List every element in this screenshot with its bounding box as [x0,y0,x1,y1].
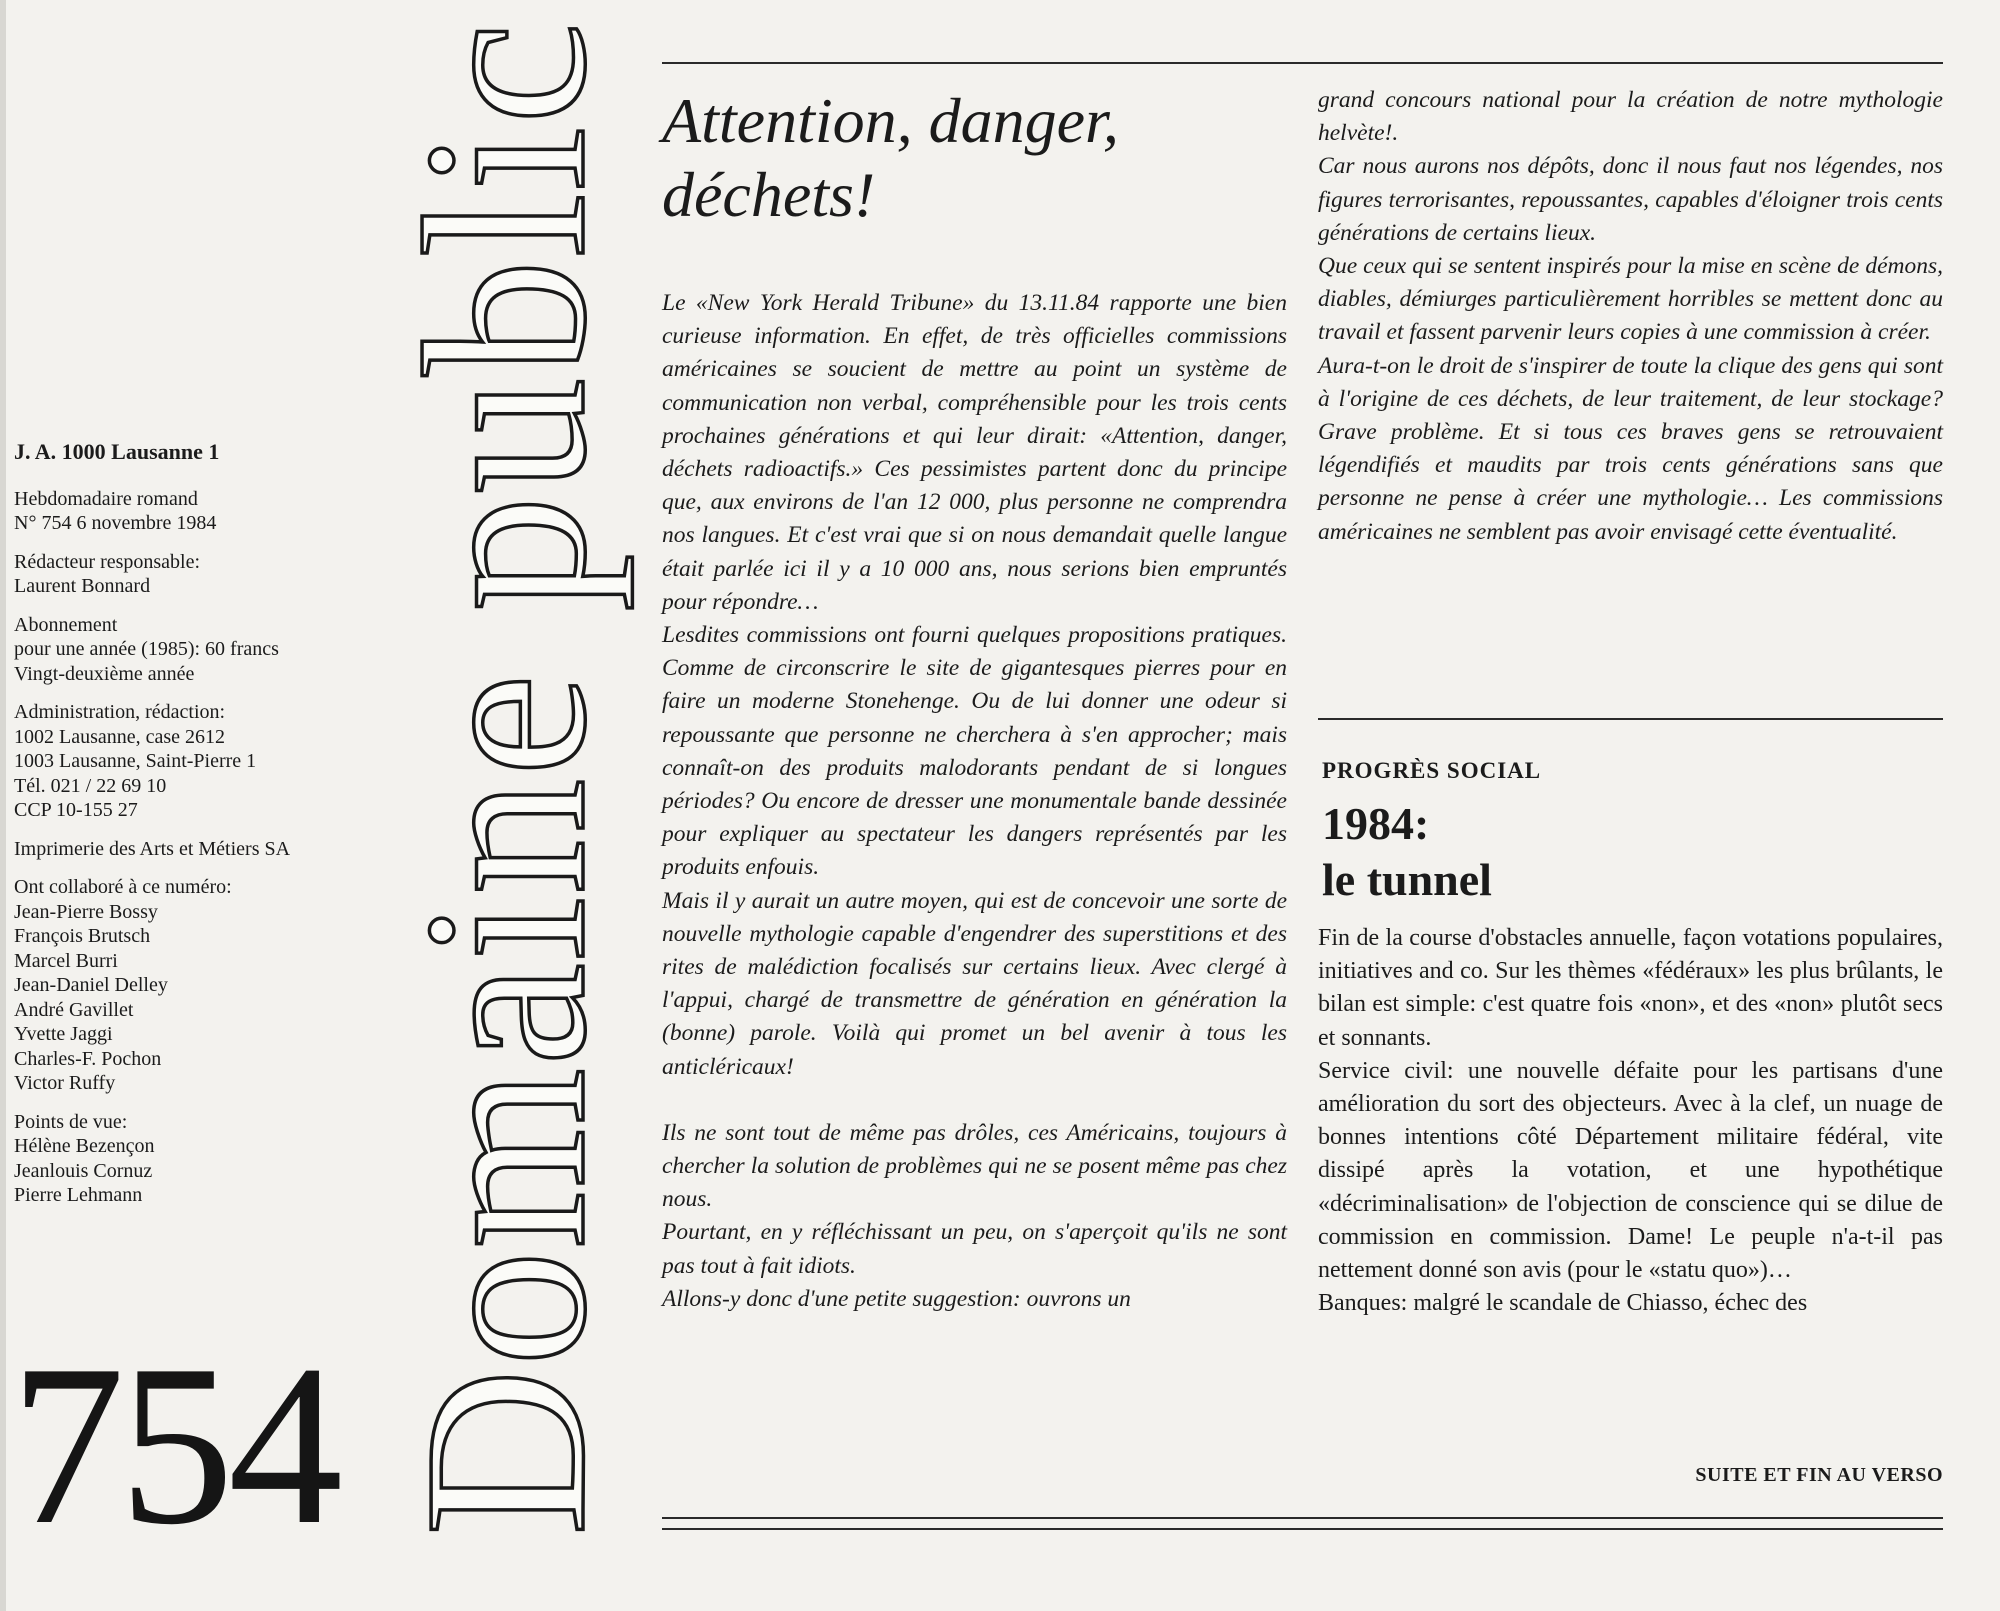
second-article-title [1322,796,1492,908]
colophon-line: Jean-Pierre Bossy [14,900,158,923]
colophon-line: Yvette Jaggi [14,1023,113,1045]
bottom-rule [662,1517,1943,1519]
colophon-line: Abonnement [14,613,118,636]
colophon-line: Jeanlouis Cornuz [14,1159,153,1182]
article-body [662,287,1287,1316]
colophon-line: 1002 Lausanne, case 2612 [14,725,226,748]
colophon-line: Tél. 021 / 22 69 10 [14,774,167,797]
paragraph: Ils ne sont tout de même pas drôles, ces Américains, toujours à chercher la solution de problèmes qui ne se posent même pas chez nous. [662,1119,1287,1213]
colophon-line: Victor Ruffy [14,1072,116,1094]
paragraph: Service civil: une nouvelle défaite pour les partisans d'une amélioration du sort des objecteurs. Avec à la clef, un nuage de bonnes intentions côté Département militaire fédéral, vite dissipé après la votation, et une hypothétique «décriminalisation» de l'objection de conscience qui se dilue de commission en commission. Dame! Le peuple n'a-t-il pas nettement donné son avis (pour le «statu quo»)… [1318,1057,1943,1284]
title-line: déchets! [662,159,876,230]
colophon-line: Points de vue: [14,1110,128,1133]
paragraph: Pourtant, en y réfléchissant un peu, on s'aperçoit qu'ils ne sont pas tout à fait idiots. [662,1219,1287,1279]
issue-number: 754 [10,1317,337,1572]
publication-info [14,487,374,536]
colophon-line: Marcel Burri [14,949,118,972]
colophon-line: Laurent Bonnard [14,575,151,597]
colophon-line: CCP 10-155 27 [14,799,138,821]
continued-notice: SUITE ET FIN AU VERSO [1695,1464,1943,1486]
postal-code-line: J. A. 1000 Lausanne 1 [14,439,220,464]
colophon [14,440,374,1222]
printer-info [14,837,374,862]
colophon-line: Jean-Daniel Delley [14,974,168,996]
article-title [662,84,1282,232]
colophon-line: N° 754 6 novembre 1984 [14,512,217,534]
paragraph: Banques: malgré le scandale de Chiasso, échec des [1318,1290,1808,1317]
paragraph: Allons-y donc d'une petite suggestion: ouvrons un [662,1285,1131,1312]
colophon-line: André Gavillet [14,998,134,1021]
contributors [14,875,374,1096]
editor-info [14,550,374,599]
colophon-line: Hebdomadaire romand [14,487,198,510]
second-article-body [1318,922,1943,1320]
section-rule [1318,718,1943,720]
colophon-line: 1003 Lausanne, Saint-Pierre 1 [14,750,257,772]
masthead-logo: Domaine public [377,19,634,1536]
top-rule [662,62,1943,64]
colophon-line: Vingt-deuxième année [14,662,195,685]
colophon-line: Ont collaboré à ce numéro: [14,876,232,898]
colophon-line: Rédacteur responsable: [14,550,201,573]
colophon-line: Administration, rédaction: [14,701,226,723]
article-continuation [1318,84,1943,549]
title-line: 1984: [1322,798,1430,849]
paragraph: grand concours national pour la création de notre mythologie helvète!. [1318,87,1943,147]
subscription-info [14,613,374,687]
page-edge [0,0,6,1611]
colophon-line: pour une année (1985): 60 francs [14,638,279,660]
points-of-view [14,1110,374,1208]
paragraph: Mais il y aurait un autre moyen, qui est de concevoir une sorte de nouvelle mythologie capable d'engendrer des superstitions et des rites de malédiction focalisés sur certains lieux. Avec clergé à l'appui, chargé de transmettre de génération en génération la (bonne) parole. Voilà qui promet un bel avenir à tous les anticléricaux! [662,887,1287,1080]
paragraph: Aura-t-on le droit de s'inspirer de toute la clique des gens qui sont à l'origine de ces déchets, de leur traitement, de leur stockage? Grave problème. Et si tous ces braves gens se retrouvaient légendifiés et maudits par trois cents générations sans que personne ne pense à créer une mythologie… Les commissions américaines ne semblent pas avoir envisagé cette éventualité. [1318,352,1943,545]
section-kicker: PROGRÈS SOCIAL [1322,758,1542,783]
paragraph: Fin de la course d'obstacles annuelle, façon votations populaires, initiatives and co. Sur les thèmes «fédéraux» les plus brûlants, le bilan est simple: c'est quatre fois «non», et des «non» plutôt secs et sonnants. [1318,925,1943,1051]
colophon-line: Hélène Bezençon [14,1135,155,1157]
paragraph: Car nous aurons nos dépôts, donc il nous faut nos légendes, nos figures terrorisantes, repoussantes, capables d'éloigner trois cents générations de certains lieux. [1318,153,1943,246]
paragraph: Le «New York Herald Tribune» du 13.11.84 rapporte une bien curieuse information. En effet, de très officielles commissions américaines se soucient de mettre au point un système de communication non verbal, compréhensible pour les trois cents prochaines générations et qui leur dirait: «Attention, danger, déchets radioactifs.» Ces pessimistes partent donc du principe que, aux environs de l'an 12 000, plus personne ne comprendra nos langues. Et c'est vrai que si on nous demandait quelle langue était parlée ici il y a 10 000 ans, nous serions bien empruntés pour répondre… [662,290,1287,615]
colophon-line: François Brutsch [14,925,151,947]
bottom-rule-secondary [662,1528,1943,1530]
administration-info [14,700,374,823]
paragraph: Lesdites commissions ont fourni quelques propositions pratiques. Comme de circonscrire le site de gigantesques pierres pour en faire un moderne Stonehenge. Ou de lui donner une odeur si repoussante que personne ne cherchera à s'en approcher; mais connaît-on des produits malodorants pendant de si longues périodes? Ou encore de dresser une monumentale bande dessinée pour expliquer au spectateur les dangers représentés par les produits enfouis. [662,622,1287,881]
colophon-line: Charles-F. Pochon [14,1047,162,1070]
colophon-line: Pierre Lehmann [14,1184,143,1206]
title-line: le tunnel [1322,854,1492,905]
paragraph: Que ceux qui se sentent inspirés pour la mise en scène de démons, diables, démiurges particulièrement horribles se mettent donc au travail et fassent parvenir leurs copies à une commission à créer. [1318,253,1943,346]
colophon-line: Imprimerie des Arts et Métiers SA [14,837,291,860]
title-line: Attention, danger, [662,85,1119,156]
